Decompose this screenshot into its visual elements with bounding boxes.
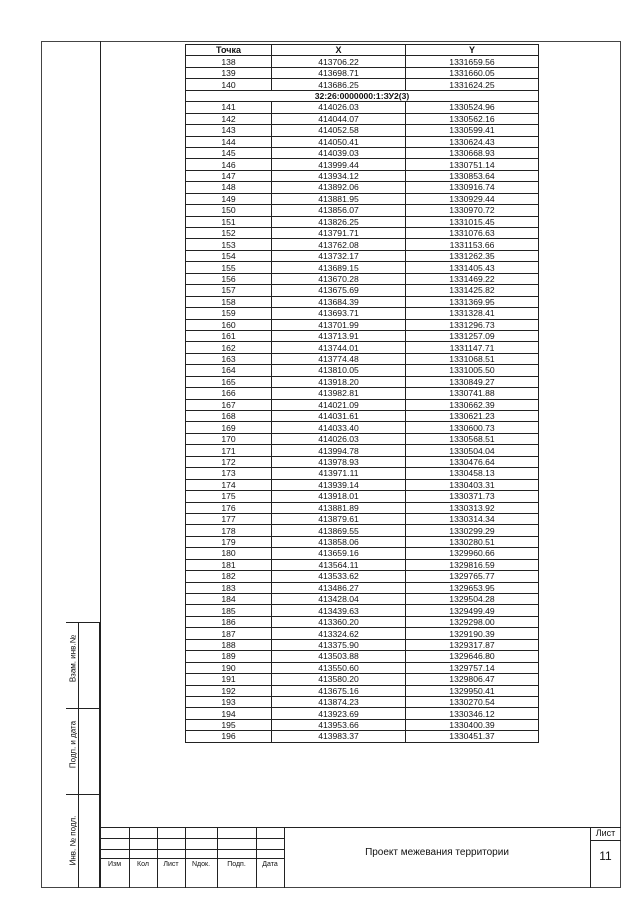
cell-x: 413934.12	[272, 170, 406, 181]
table-row	[186, 205, 539, 216]
section-row	[186, 90, 539, 101]
cell-x: 413994.78	[272, 445, 406, 456]
caption-list: Лист	[163, 861, 179, 868]
cell-point: 168	[186, 411, 272, 422]
cell-x: 413826.25	[272, 216, 406, 227]
table-row	[186, 308, 539, 319]
table-row	[186, 365, 539, 376]
cell-point: 165	[186, 376, 272, 387]
cell-point: 176	[186, 502, 272, 513]
cell-point: 193	[186, 696, 272, 707]
cell-point: 181	[186, 559, 272, 570]
table-row	[186, 719, 539, 730]
cell-y: 1330458.13	[406, 468, 539, 479]
table-row	[186, 605, 539, 616]
caption-podp: Подп.	[227, 861, 246, 868]
table-row	[186, 559, 539, 570]
table-row	[186, 628, 539, 639]
cell-point: 171	[186, 445, 272, 456]
cell-point: 164	[186, 365, 272, 376]
cell-x: 413675.16	[272, 685, 406, 696]
cell-point: 148	[186, 182, 272, 193]
cell-point: 143	[186, 125, 272, 136]
cell-point: 182	[186, 571, 272, 582]
cell-point: 192	[186, 685, 272, 696]
caption-kol: Кол	[137, 861, 149, 868]
cell-x: 414031.61	[272, 411, 406, 422]
cell-x: 413983.37	[272, 731, 406, 742]
cell-y: 1330849.27	[406, 376, 539, 387]
cell-y: 1331015.45	[406, 216, 539, 227]
table-row	[186, 582, 539, 593]
table-row	[186, 342, 539, 353]
cell-y: 1329960.66	[406, 548, 539, 559]
cell-y: 1329317.87	[406, 639, 539, 650]
table-row	[186, 250, 539, 261]
cell-x: 413810.05	[272, 365, 406, 376]
cell-y: 1331076.63	[406, 228, 539, 239]
coordinates-table	[185, 44, 539, 743]
cell-point: 167	[186, 399, 272, 410]
cell-y: 1330524.96	[406, 102, 539, 113]
table-row	[186, 696, 539, 707]
header-point: Точка	[186, 45, 272, 56]
cell-point: 140	[186, 79, 272, 90]
table-row	[186, 216, 539, 227]
cell-x: 413774.48	[272, 353, 406, 364]
caption-ndok: Nдок.	[191, 861, 211, 868]
cell-point: 186	[186, 616, 272, 627]
cell-x: 414044.07	[272, 113, 406, 124]
table-row	[186, 708, 539, 719]
tb-row-line	[100, 858, 284, 859]
cell-y: 1330270.54	[406, 696, 539, 707]
cell-y: 1331405.43	[406, 262, 539, 273]
cell-x: 413892.06	[272, 182, 406, 193]
table-row	[186, 468, 539, 479]
cell-point: 169	[186, 422, 272, 433]
table-row	[186, 525, 539, 536]
table-row	[186, 388, 539, 399]
cell-y: 1330299.29	[406, 525, 539, 536]
cell-point: 190	[186, 662, 272, 673]
cell-point: 150	[186, 205, 272, 216]
cell-point: 157	[186, 285, 272, 296]
cell-y: 1330476.64	[406, 456, 539, 467]
cell-y: 1331660.05	[406, 67, 539, 78]
cell-point: 179	[186, 536, 272, 547]
cell-x: 413701.99	[272, 319, 406, 330]
cell-x: 414039.03	[272, 147, 406, 158]
table-row	[186, 422, 539, 433]
cell-point: 152	[186, 228, 272, 239]
table-row	[186, 330, 539, 341]
header-y: Y	[406, 45, 539, 56]
cell-x: 413693.71	[272, 308, 406, 319]
cell-y: 1330624.43	[406, 136, 539, 147]
table-row	[186, 193, 539, 204]
table-row	[186, 170, 539, 181]
cell-point: 187	[186, 628, 272, 639]
cell-x: 413580.20	[272, 674, 406, 685]
cell-y: 1330451.37	[406, 731, 539, 742]
cell-y: 1331257.09	[406, 330, 539, 341]
cell-x: 413360.20	[272, 616, 406, 627]
table-row	[186, 319, 539, 330]
cell-x: 413428.04	[272, 594, 406, 605]
table-row	[186, 571, 539, 582]
cell-point: 194	[186, 708, 272, 719]
cell-point: 159	[186, 308, 272, 319]
cell-x: 414026.03	[272, 102, 406, 113]
cell-x: 413533.62	[272, 571, 406, 582]
table-body-top	[186, 56, 539, 90]
cell-point: 139	[186, 67, 272, 78]
cell-point: 183	[186, 582, 272, 593]
sheet-label: Лист	[595, 828, 616, 838]
cell-point: 177	[186, 513, 272, 524]
table-row	[186, 616, 539, 627]
section-title: 32:26:0000000:1:ЗУ2(3)	[186, 90, 539, 101]
cell-y: 1331262.35	[406, 250, 539, 261]
cell-point: 196	[186, 731, 272, 742]
table-row	[186, 639, 539, 650]
cell-x: 413918.01	[272, 491, 406, 502]
cell-point: 161	[186, 330, 272, 341]
sheet-number: 11	[599, 849, 612, 863]
cell-x: 413856.07	[272, 205, 406, 216]
table-section	[186, 90, 539, 101]
table-row	[186, 456, 539, 467]
cell-x: 413503.88	[272, 651, 406, 662]
cell-point: 174	[186, 479, 272, 490]
cell-point: 151	[186, 216, 272, 227]
cell-y: 1330314.34	[406, 513, 539, 524]
cell-x: 413953.66	[272, 719, 406, 730]
cell-x: 413869.55	[272, 525, 406, 536]
table-row	[186, 662, 539, 673]
cell-y: 1331005.50	[406, 365, 539, 376]
cell-y: 1329757.14	[406, 662, 539, 673]
cell-y: 1329806.47	[406, 674, 539, 685]
cell-y: 1330346.12	[406, 708, 539, 719]
cell-x: 413732.17	[272, 250, 406, 261]
cell-y: 1330970.72	[406, 205, 539, 216]
table-row	[186, 239, 539, 250]
table-row	[186, 113, 539, 124]
cell-y: 1329765.77	[406, 571, 539, 582]
cell-x: 413879.61	[272, 513, 406, 524]
cell-point: 172	[186, 456, 272, 467]
cell-point: 156	[186, 273, 272, 284]
side-label-replacement: Взам. инв.№	[68, 634, 78, 683]
cell-x: 413791.71	[272, 228, 406, 239]
table-row	[186, 479, 539, 490]
cell-y: 1331425.82	[406, 285, 539, 296]
cell-point: 180	[186, 548, 272, 559]
cell-y: 1331659.56	[406, 56, 539, 67]
cell-x: 413689.15	[272, 262, 406, 273]
cell-point: 153	[186, 239, 272, 250]
cell-x: 413375.90	[272, 639, 406, 650]
table-row	[186, 651, 539, 662]
cell-y: 1330371.73	[406, 491, 539, 502]
cell-y: 1331469.22	[406, 273, 539, 284]
table-row	[186, 513, 539, 524]
cell-x: 414026.03	[272, 433, 406, 444]
cell-x: 413744.01	[272, 342, 406, 353]
cell-point: 195	[186, 719, 272, 730]
cell-y: 1329646.80	[406, 651, 539, 662]
cell-y: 1331328.41	[406, 308, 539, 319]
cell-x: 413564.11	[272, 559, 406, 570]
cell-x: 413698.71	[272, 67, 406, 78]
table-row	[186, 228, 539, 239]
cell-point: 147	[186, 170, 272, 181]
cell-y: 1330662.39	[406, 399, 539, 410]
cell-point: 146	[186, 159, 272, 170]
cell-x: 413762.08	[272, 239, 406, 250]
cell-x: 413659.16	[272, 548, 406, 559]
cell-point: 185	[186, 605, 272, 616]
cell-x: 413978.93	[272, 456, 406, 467]
cell-x: 414050.41	[272, 136, 406, 147]
cell-point: 175	[186, 491, 272, 502]
cell-x: 413439.63	[272, 605, 406, 616]
table-row	[186, 159, 539, 170]
table-row	[186, 102, 539, 113]
cell-y: 1331068.51	[406, 353, 539, 364]
cell-y: 1330916.74	[406, 182, 539, 193]
document-title: Проект межевания территории	[365, 847, 509, 858]
table-row	[186, 296, 539, 307]
table-row	[186, 674, 539, 685]
cell-point: 154	[186, 250, 272, 261]
header-x: X	[272, 45, 406, 56]
table-header-row	[186, 45, 539, 56]
cell-y: 1331147.71	[406, 342, 539, 353]
cell-x: 413982.81	[272, 388, 406, 399]
table-row	[186, 79, 539, 90]
cell-point: 160	[186, 319, 272, 330]
table-row	[186, 433, 539, 444]
cell-y: 1330741.88	[406, 388, 539, 399]
cell-point: 158	[186, 296, 272, 307]
cell-y: 1329653.95	[406, 582, 539, 593]
side-label-signature: Подп. и дата	[68, 720, 78, 769]
cell-y: 1331369.95	[406, 296, 539, 307]
cell-x: 413686.25	[272, 79, 406, 90]
cell-y: 1329298.00	[406, 616, 539, 627]
table-row	[186, 136, 539, 147]
cell-y: 1330568.51	[406, 433, 539, 444]
cell-x: 413858.06	[272, 536, 406, 547]
cell-x: 413675.69	[272, 285, 406, 296]
side-label-inventory: Инв. № подл.	[68, 815, 78, 866]
cell-y: 1330403.31	[406, 479, 539, 490]
cell-x: 413324.62	[272, 628, 406, 639]
table-row	[186, 285, 539, 296]
cell-y: 1330751.14	[406, 159, 539, 170]
table-row	[186, 445, 539, 456]
cell-y: 1330600.73	[406, 422, 539, 433]
cell-y: 1330313.92	[406, 502, 539, 513]
cell-y: 1329499.49	[406, 605, 539, 616]
cell-y: 1330599.41	[406, 125, 539, 136]
cell-point: 144	[186, 136, 272, 147]
cell-point: 138	[186, 56, 272, 67]
table-row	[186, 376, 539, 387]
tb-row-line	[100, 849, 284, 850]
cell-y: 1330280.51	[406, 536, 539, 547]
table-row	[186, 594, 539, 605]
cell-y: 1331624.25	[406, 79, 539, 90]
cell-y: 1330668.93	[406, 147, 539, 158]
table-row	[186, 502, 539, 513]
cell-y: 1329504.28	[406, 594, 539, 605]
cell-x: 414033.40	[272, 422, 406, 433]
table-row	[186, 262, 539, 273]
cell-point: 162	[186, 342, 272, 353]
cell-x: 413670.28	[272, 273, 406, 284]
cell-y: 1330562.16	[406, 113, 539, 124]
cell-x: 413881.95	[272, 193, 406, 204]
cell-x: 413486.27	[272, 582, 406, 593]
table-body-bottom	[186, 102, 539, 743]
table-row	[186, 731, 539, 742]
cell-x: 413918.20	[272, 376, 406, 387]
table-row	[186, 125, 539, 136]
cell-y: 1329816.59	[406, 559, 539, 570]
cell-x: 413971.11	[272, 468, 406, 479]
table-row	[186, 536, 539, 547]
cell-x: 413923.69	[272, 708, 406, 719]
cell-point: 188	[186, 639, 272, 650]
caption-izm: Изм	[107, 861, 122, 868]
cell-y: 1329950.41	[406, 685, 539, 696]
cell-point: 184	[186, 594, 272, 605]
cell-point: 173	[186, 468, 272, 479]
cell-x: 413684.39	[272, 296, 406, 307]
cell-x: 414052.58	[272, 125, 406, 136]
cell-x: 413706.22	[272, 56, 406, 67]
cell-y: 1330853.64	[406, 170, 539, 181]
cell-y: 1331296.73	[406, 319, 539, 330]
cell-y: 1330400.39	[406, 719, 539, 730]
table-row	[186, 56, 539, 67]
cell-x: 413713.91	[272, 330, 406, 341]
cell-point: 166	[186, 388, 272, 399]
cell-point: 149	[186, 193, 272, 204]
cell-y: 1329190.39	[406, 628, 539, 639]
cell-x: 413874.23	[272, 696, 406, 707]
cell-point: 170	[186, 433, 272, 444]
table-row	[186, 411, 539, 422]
tb-row-line	[100, 838, 284, 839]
cell-point: 189	[186, 651, 272, 662]
table-row	[186, 67, 539, 78]
cell-point: 145	[186, 147, 272, 158]
table-row	[186, 273, 539, 284]
table-row	[186, 548, 539, 559]
cell-point: 142	[186, 113, 272, 124]
cell-point: 178	[186, 525, 272, 536]
table-row	[186, 147, 539, 158]
cell-x: 413999.44	[272, 159, 406, 170]
cell-y: 1330504.04	[406, 445, 539, 456]
cell-point: 163	[186, 353, 272, 364]
table-row	[186, 353, 539, 364]
cell-y: 1330621.23	[406, 411, 539, 422]
tb-row-line	[590, 840, 621, 841]
cell-x: 413550.60	[272, 662, 406, 673]
cell-point: 141	[186, 102, 272, 113]
table-row	[186, 182, 539, 193]
caption-data: Дата	[262, 861, 278, 868]
cell-x: 413939.14	[272, 479, 406, 490]
cell-y: 1331153.66	[406, 239, 539, 250]
cell-x: 414021.09	[272, 399, 406, 410]
table-row	[186, 491, 539, 502]
cell-point: 191	[186, 674, 272, 685]
cell-x: 413881.89	[272, 502, 406, 513]
cell-y: 1330929.44	[406, 193, 539, 204]
cell-point: 155	[186, 262, 272, 273]
table-row	[186, 685, 539, 696]
table-row	[186, 399, 539, 410]
